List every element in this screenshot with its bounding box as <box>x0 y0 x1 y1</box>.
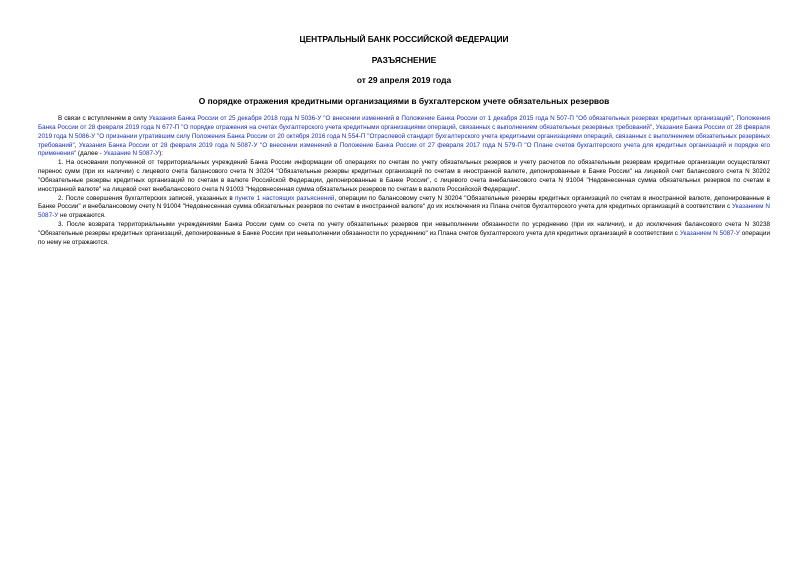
link-ukazanie-5086-u[interactable]: Указания Банка России от 28 февраля 2019 года N 5086-У "О признании утратившим силу Положения Банка России от 20 октября 2016 года N 554-П "Отраслевой стандарт бухгалтерского учета кредитными организациями операций, связанных с выполнением обязательных резервных требований" <box>38 123 770 149</box>
intro-text-5: ): <box>159 150 164 158</box>
link-polozhenie-677-p[interactable]: Положения Банка России от 28 февраля 2019 года N 677-П "О порядке отражения на счетах бухгалтерского учета кредитными организациями операций, связанных с выполнением обязательных резервных требований" <box>38 115 770 131</box>
para3-text-1: операции по нему не отражаются. <box>38 229 771 246</box>
intro-text-1: , <box>732 115 737 122</box>
paragraph-3 <box>38 221 770 248</box>
intro-text-2: , <box>652 123 656 131</box>
para3-text-0: 3. После возврата территориальными учреждениями Банка России сумм со счета по учету обязательных резервов при невыполнении обязанности по усреднению (при их наличии), и до исключения балансового счета N 30238 "Обязательные резервы кредитных организаций, депонированные в Банке России при невыполнении обязанности по усреднению" из Плана счетов бухгалтерского учета для кредитных организаций в соответствии с <box>38 221 770 237</box>
paragraph-2 <box>38 195 770 222</box>
intro-text-0: В связи с вступлением в силу <box>58 115 149 122</box>
link-ukazanie-5087-u[interactable]: Указания Банка России от 28 февраля 2019 года N 5087-У "О внесении изменений в Положение Банка России от 27 февраля 2017 года N 579-П "О Плане счетов бухгалтерского учета для кредитных организаций и порядке его применения" <box>38 141 770 158</box>
paragraph-1: 1. На основании полученной от территориальных учреждений Банка России информации об операциях по счетам по учету обязательных резервов и учету расчетов по обязательным резервам кредитные организации осуществляют перенос сумм (при их наличии) с лицевого счета балансового счета N 30204 "Обязательные резервы кредитных организаций по счетам в иностранной валюте, депонированные в Банке России" на лицевой счет балансового счета N 30202 "Обязательные резервы кредитных организаций по счетам в валюте Российской Федерации, депонированные в Банке России", с лицевого счета внебалансового счета N 91004 "Недовнесенная сумма обязательных резервов по счетам в иностранной валюте" на лицевой счет внебалансового счета N 91003 "Недовнесенная сумма обязательных резервов по счетам в валюте Российской Федерации". <box>38 159 770 193</box>
document-title: О порядке отражения кредитными организациями в бухгалтерском учете обязательных резервов <box>198 96 610 106</box>
intro-text-4: (далее - <box>76 150 104 158</box>
para2-text-2: не отражаются. <box>58 212 106 220</box>
document-page <box>38 34 770 248</box>
para2-text-0: 2. После совершения бухгалтерских записей, указанных в <box>58 194 236 202</box>
issuer-heading: ЦЕНТРАЛЬНЫЙ БАНК РОССИЙСКОЙ ФЕДЕРАЦИИ <box>299 34 509 44</box>
link-ukazanie-5087-u-para3[interactable]: Указанием N 5087-У <box>679 229 740 237</box>
document-type-heading: РАЗЪЯСНЕНИЕ <box>371 55 437 65</box>
document-body <box>38 115 770 248</box>
link-ukazanie-5087-u-para2[interactable]: Указанием N 5087-У <box>38 203 770 220</box>
intro-text-3: , <box>74 141 79 149</box>
document-date: от 29 апреля 2019 года <box>356 75 452 85</box>
link-ukazanie-5036-u[interactable]: Указания Банка России от 25 декабря 2018 года N 5036-У "О внесении изменений в Положение Банка России от 1 декабря 2015 года N 507-П "Об обязательных резервах кредитных организаций" <box>148 115 733 122</box>
intro-paragraph <box>38 115 770 159</box>
para2-text-1: , операции по балансовому счету N 30204 "Обязательные резервы кредитных организаций по счетам в иностранной валюте, депонированные в Банке России" и внебалансовому счету N 91004 "Недовнесенная сумма обязательных резервов по счетам в иностранной валюте" до их исключения из Плана счетов бухгалтерского учета для кредитных организаций в соответствии с <box>38 194 770 211</box>
link-ukazanie-5087-u-short[interactable]: Указание N 5087-У <box>103 150 160 158</box>
link-punkt-1[interactable]: пункте 1 настоящих разъяснений <box>235 194 335 202</box>
